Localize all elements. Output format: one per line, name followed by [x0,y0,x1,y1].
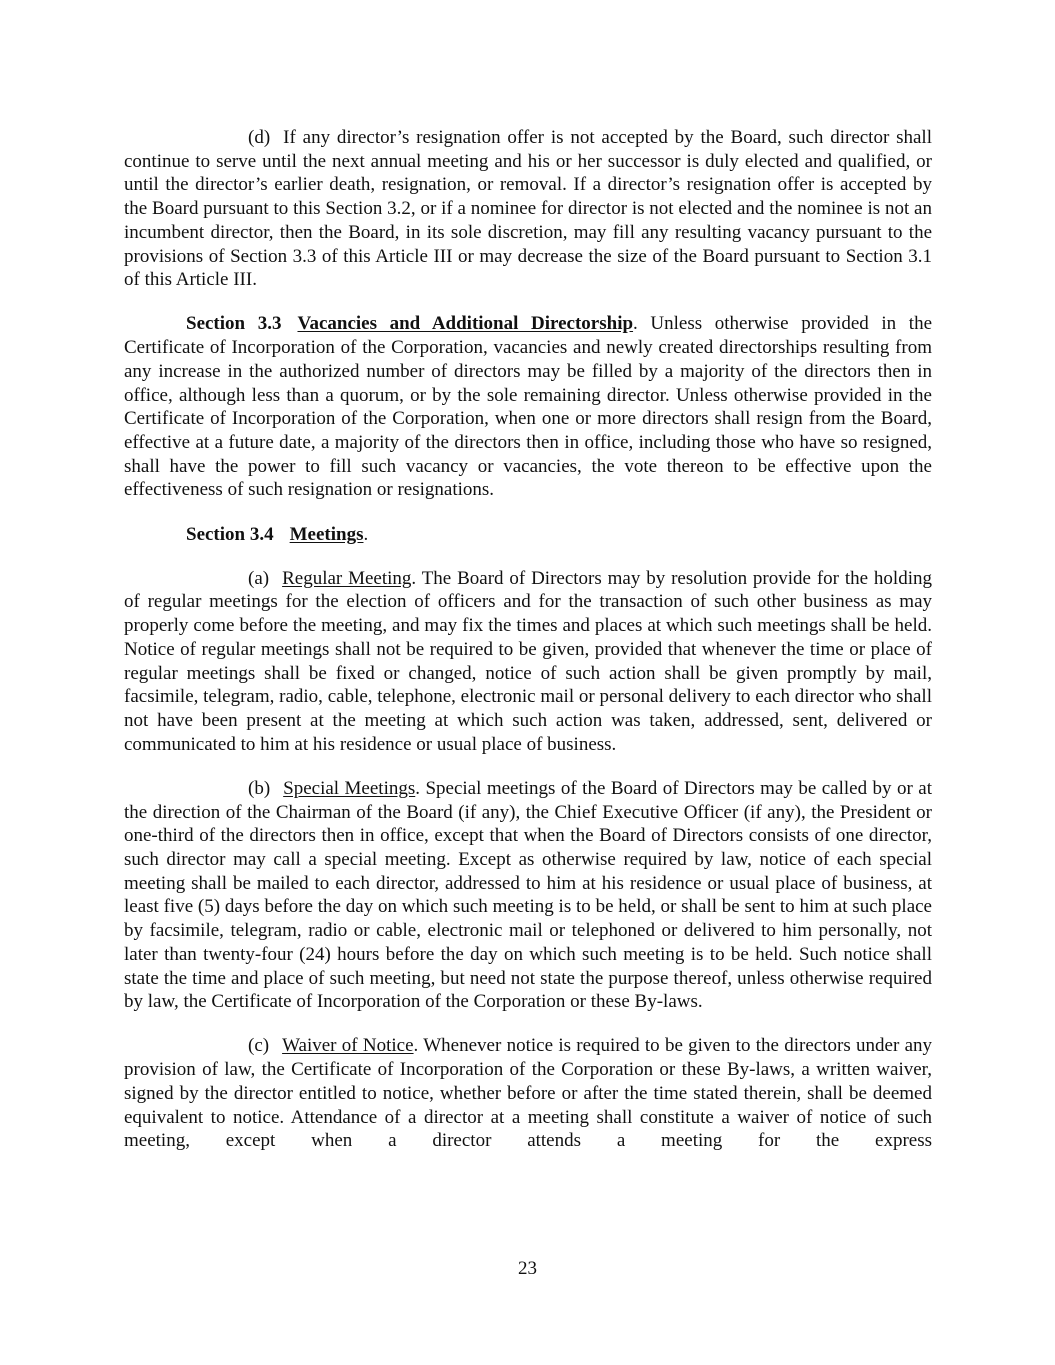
section-3-3-heading [186,313,633,334]
section-3-3 [124,312,932,502]
subsection-c-text: . Whenever notice is required to be given to the directors under any provision of law, the Certificate of Incorporation of the Corporation or these By-laws, a written waiver, signed by the director entitled to notice, whether before or after the time stated therein, shall be deemed equivalent to notice. Attendance of a director at a meeting shall constitute a waiver of notice of such meeting, except when a director attends a meeting for the express [124,1035,932,1152]
paragraph-d [124,126,932,292]
paragraph-d-label: (d) [248,127,271,148]
section-3-4-number: Section 3.4 [186,523,274,545]
subsection-c [124,1034,932,1153]
page-number: 23 [518,1258,537,1279]
subsection-b-text: . Special meetings of the Board of Directors may be called by or at the direction of the Chairman of the Board (if any), the Chief Executive Officer (if any), the President or one-third of the directors then in office, except that when the Board of Directors consists of one director, such director may call a special meeting. Except as otherwise required by law, notice of each special meeting shall be mailed to each director, addressed to him at his residence or usual place of business, at least five (5) days before the day on which such meeting is to be held, or shall be sent to him at such place by facsimile, telegram, radio or cable, electronic mail or telephoned or delivered to him personally, not later than twenty-four (24) hours before the day on which such meeting is to be held. Such notice shall state the time and place of such meeting, but need not state the purpose thereof, unless otherwise required by law, the Certificate of Incorporation of the Corporation or these By-laws. [124,777,932,1013]
subsection-a-text: . The Board of Directors may by resolution provide for the holding of regular meetings for the election of officers and for the transaction of such other business as may properly come before the meeting, and may fix the times and places at which such meetings shall be held. Notice of regular meetings shall not be required to be given, provided that whenever the time or place of regular meetings shall be fixed or changed, notice of such action shall be given promptly by mail, facsimile, telegram, radio, cable, telephone, electronic mail or personal delivery to each director who shall not have been present at the meeting at which such action was taken, addressed, sent, delivered or communicated to him at his residence or usual place of business. [124,567,932,755]
section-3-4-heading [124,523,932,547]
subsection-a-title: Regular Meeting [282,567,412,589]
section-3-4-punct: . [363,523,369,545]
subsection-b-title: Special Meetings [283,777,416,799]
subsection-b-label: (b) [248,777,271,799]
subsection-a [124,567,932,757]
section-3-3-title: Vacancies and Additional Directorship [297,313,634,335]
section-3-3-text: . Unless otherwise provided in the Certificate of Incorporation of the Corporation, vacancies and newly created directorships resulting from any increase in the authorized number of directors may be filled by a majority of the directors then in office, although less than a quorum, or by the sole remaining director. Unless otherwise provided in the Certificate of Incorporation of the Corporation, when one or more directors shall resign from the Board, effective at a future date, a majority of the directors then in office, including those who have so resigned, shall have the power to fill such vacancy or vacancies, the vote thereon to be effective upon the effectiveness of such resignation or resignations. [124,313,932,501]
section-3-3-number: Section 3.3 [186,313,282,335]
page-body [124,126,932,1173]
section-3-4-title: Meetings [289,523,364,545]
subsection-b [124,777,932,1014]
subsection-a-label: (a) [248,567,270,589]
subsection-c-label: (c) [248,1035,270,1057]
subsection-c-title: Waiver of Notice [282,1035,414,1057]
paragraph-d-text: If any director’s resignation offer is not accepted by the Board, such director shall continue to serve until the next annual meeting and his or her successor is duly elected and qualified, or until the director’s earlier death, resignation, or removal. If a director’s resignation offer is accepted by the Board pursuant to this Section 3.2, or if a nominee for director is not elected and the nominee is not an incumbent director, then the Board, in its sole discretion, may fill any resulting vacancy pursuant to the provisions of Section 3.3 of this Article III or may decrease the size of the Board pursuant to Section 3.1 of this Article III. [124,127,932,291]
